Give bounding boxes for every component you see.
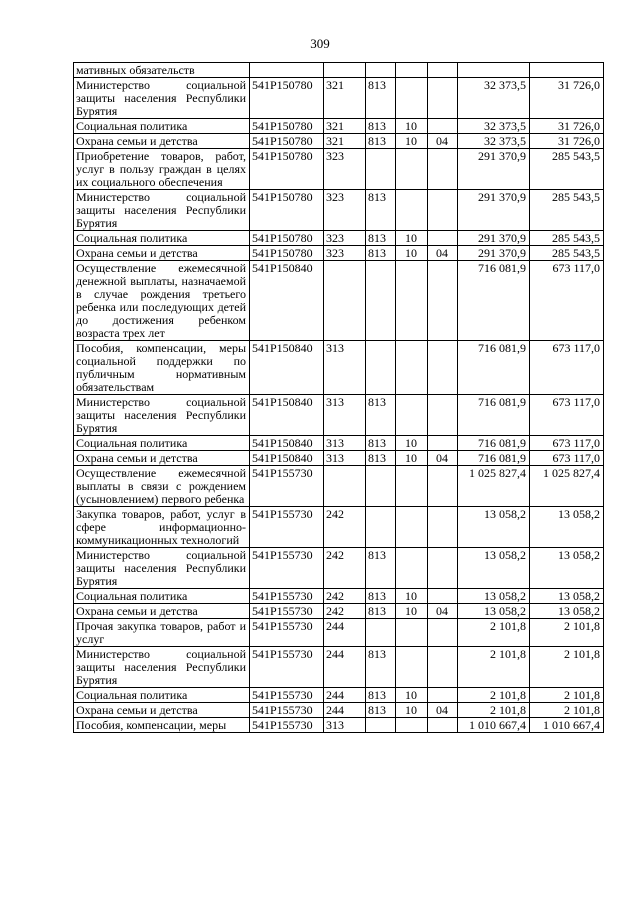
row-section <box>396 341 428 395</box>
row-ministry-code <box>366 619 396 647</box>
row-expense-type: 321 <box>324 134 366 149</box>
row-section <box>396 63 428 78</box>
row-sum-year1: 32 373,5 <box>458 134 530 149</box>
row-expense-type: 242 <box>324 507 366 548</box>
table-row <box>74 231 604 246</box>
row-ministry-code: 813 <box>366 604 396 619</box>
row-sum-year1: 2 101,8 <box>458 688 530 703</box>
row-sum-year2: 673 117,0 <box>530 395 604 436</box>
row-section <box>396 149 428 190</box>
row-ministry-code: 813 <box>366 436 396 451</box>
row-name: Министерство социальной защиты населения Республики Бурятия <box>74 78 250 119</box>
row-target-article: 541P150840 <box>250 261 324 341</box>
row-expense-type: 242 <box>324 604 366 619</box>
row-target-article: 541P155730 <box>250 466 324 507</box>
row-subsection <box>428 78 458 119</box>
budget-table <box>73 62 604 733</box>
row-section <box>396 507 428 548</box>
row-target-article: 541P150840 <box>250 451 324 466</box>
row-name: Осуществление ежемесячной денежной выплаты, назначаемой в случае рождения третьего ребенка или последующих детей до достижения ребенком возраста трех лет <box>74 261 250 341</box>
table-row <box>74 246 604 261</box>
row-sum-year1: 13 058,2 <box>458 589 530 604</box>
row-target-article: 541P150780 <box>250 78 324 119</box>
row-expense-type: 321 <box>324 78 366 119</box>
row-ministry-code <box>366 718 396 733</box>
table-row <box>74 149 604 190</box>
row-sum-year2: 285 543,5 <box>530 190 604 231</box>
row-name: мативных обязательств <box>74 63 250 78</box>
row-section: 10 <box>396 436 428 451</box>
row-section <box>396 395 428 436</box>
row-section: 10 <box>396 589 428 604</box>
row-sum-year2: 285 543,5 <box>530 246 604 261</box>
row-ministry-code <box>366 466 396 507</box>
table-row <box>74 604 604 619</box>
table-row <box>74 466 604 507</box>
row-subsection: 04 <box>428 246 458 261</box>
row-sum-year1: 291 370,9 <box>458 231 530 246</box>
table-row <box>74 451 604 466</box>
row-target-article: 541P155730 <box>250 604 324 619</box>
row-name: Закупка товаров, работ, услуг в сфере информационно-коммуникационных технологий <box>74 507 250 548</box>
row-subsection <box>428 341 458 395</box>
table-row <box>74 688 604 703</box>
row-target-article: 541P150780 <box>250 134 324 149</box>
row-subsection <box>428 231 458 246</box>
table-row <box>74 78 604 119</box>
row-name: Социальная политика <box>74 436 250 451</box>
row-section <box>396 466 428 507</box>
row-ministry-code: 813 <box>366 688 396 703</box>
row-subsection <box>428 395 458 436</box>
row-target-article: 541P150780 <box>250 246 324 261</box>
table-row <box>74 395 604 436</box>
row-expense-type: 313 <box>324 436 366 451</box>
row-expense-type: 323 <box>324 231 366 246</box>
row-sum-year1: 291 370,9 <box>458 190 530 231</box>
row-target-article: 541P150780 <box>250 119 324 134</box>
row-section <box>396 647 428 688</box>
row-subsection <box>428 718 458 733</box>
row-expense-type: 321 <box>324 119 366 134</box>
row-expense-type: 244 <box>324 619 366 647</box>
row-ministry-code: 813 <box>366 119 396 134</box>
row-subsection: 04 <box>428 703 458 718</box>
row-target-article: 541P155730 <box>250 688 324 703</box>
row-subsection <box>428 647 458 688</box>
row-name: Приобретение товаров, работ, услуг в пользу граждан в целях их социального обеспечения <box>74 149 250 190</box>
row-sum-year2: 31 726,0 <box>530 134 604 149</box>
row-ministry-code: 813 <box>366 246 396 261</box>
row-section: 10 <box>396 119 428 134</box>
row-section: 10 <box>396 451 428 466</box>
row-sum-year2: 673 117,0 <box>530 436 604 451</box>
row-name: Охрана семьи и детства <box>74 246 250 261</box>
row-expense-type <box>324 466 366 507</box>
row-sum-year2: 673 117,0 <box>530 261 604 341</box>
row-target-article: 541P155730 <box>250 507 324 548</box>
table-body <box>74 63 604 733</box>
table-row <box>74 718 604 733</box>
row-expense-type: 323 <box>324 149 366 190</box>
row-expense-type: 313 <box>324 718 366 733</box>
table-row <box>74 507 604 548</box>
row-target-article: 541P155730 <box>250 619 324 647</box>
row-sum-year1: 1 010 667,4 <box>458 718 530 733</box>
row-subsection: 04 <box>428 451 458 466</box>
row-sum-year2: 673 117,0 <box>530 341 604 395</box>
row-name: Министерство социальной защиты населения Республики Бурятия <box>74 647 250 688</box>
row-sum-year1: 2 101,8 <box>458 619 530 647</box>
row-sum-year2: 2 101,8 <box>530 619 604 647</box>
row-target-article: 541P150780 <box>250 149 324 190</box>
row-subsection <box>428 466 458 507</box>
row-name: Прочая закупка товаров, работ и услуг <box>74 619 250 647</box>
row-expense-type: 242 <box>324 548 366 589</box>
row-target-article: 541P150780 <box>250 231 324 246</box>
row-subsection: 04 <box>428 134 458 149</box>
table-row <box>74 261 604 341</box>
row-sum-year1: 2 101,8 <box>458 647 530 688</box>
row-section: 10 <box>396 703 428 718</box>
row-subsection <box>428 190 458 231</box>
row-sum-year1: 2 101,8 <box>458 703 530 718</box>
row-expense-type: 242 <box>324 589 366 604</box>
row-ministry-code <box>366 261 396 341</box>
row-expense-type: 323 <box>324 190 366 231</box>
row-ministry-code <box>366 149 396 190</box>
table-row <box>74 63 604 78</box>
row-name: Пособия, компенсации, меры <box>74 718 250 733</box>
row-sum-year2: 31 726,0 <box>530 78 604 119</box>
row-section: 10 <box>396 688 428 703</box>
row-expense-type: 244 <box>324 688 366 703</box>
row-sum-year1: 716 081,9 <box>458 395 530 436</box>
row-name: Охрана семьи и детства <box>74 451 250 466</box>
row-ministry-code: 813 <box>366 134 396 149</box>
row-target-article: 541P150780 <box>250 190 324 231</box>
row-subsection <box>428 507 458 548</box>
row-name: Министерство социальной защиты населения Республики Бурятия <box>74 548 250 589</box>
row-sum-year2: 2 101,8 <box>530 647 604 688</box>
row-sum-year1 <box>458 63 530 78</box>
row-section: 10 <box>396 231 428 246</box>
row-target-article: 541P155730 <box>250 718 324 733</box>
row-ministry-code <box>366 341 396 395</box>
row-ministry-code <box>366 507 396 548</box>
row-name: Охрана семьи и детства <box>74 604 250 619</box>
row-ministry-code: 813 <box>366 231 396 246</box>
row-sum-year2 <box>530 63 604 78</box>
row-name: Министерство социальной защиты населения Республики Бурятия <box>74 395 250 436</box>
row-subsection <box>428 119 458 134</box>
row-sum-year1: 291 370,9 <box>458 149 530 190</box>
row-ministry-code: 813 <box>366 647 396 688</box>
row-sum-year1: 1 025 827,4 <box>458 466 530 507</box>
row-sum-year1: 716 081,9 <box>458 341 530 395</box>
row-target-article: 541P150840 <box>250 395 324 436</box>
row-subsection <box>428 589 458 604</box>
row-ministry-code: 813 <box>366 548 396 589</box>
table-row <box>74 190 604 231</box>
row-section <box>396 78 428 119</box>
row-section <box>396 619 428 647</box>
row-expense-type: 313 <box>324 451 366 466</box>
row-name: Министерство социальной защиты населения Республики Бурятия <box>74 190 250 231</box>
row-name: Социальная политика <box>74 119 250 134</box>
row-section <box>396 718 428 733</box>
row-expense-type: 323 <box>324 246 366 261</box>
row-sum-year2: 13 058,2 <box>530 548 604 589</box>
row-name: Социальная политика <box>74 589 250 604</box>
row-name: Охрана семьи и детства <box>74 703 250 718</box>
row-section <box>396 261 428 341</box>
row-sum-year2: 285 543,5 <box>530 231 604 246</box>
row-subsection <box>428 261 458 341</box>
row-section <box>396 548 428 589</box>
row-subsection <box>428 63 458 78</box>
row-expense-type: 313 <box>324 395 366 436</box>
row-subsection <box>428 548 458 589</box>
table-row <box>74 436 604 451</box>
row-sum-year1: 13 058,2 <box>458 604 530 619</box>
row-ministry-code: 813 <box>366 395 396 436</box>
table-row <box>74 647 604 688</box>
row-ministry-code: 813 <box>366 589 396 604</box>
row-target-article: 541P155730 <box>250 589 324 604</box>
row-subsection <box>428 688 458 703</box>
table-row <box>74 134 604 149</box>
row-section <box>396 190 428 231</box>
row-ministry-code: 813 <box>366 703 396 718</box>
row-sum-year1: 32 373,5 <box>458 78 530 119</box>
row-sum-year2: 31 726,0 <box>530 119 604 134</box>
row-subsection <box>428 619 458 647</box>
row-sum-year2: 1 010 667,4 <box>530 718 604 733</box>
row-sum-year1: 13 058,2 <box>458 548 530 589</box>
row-ministry-code <box>366 63 396 78</box>
table-row <box>74 548 604 589</box>
row-target-article: 541P150840 <box>250 341 324 395</box>
table-row <box>74 703 604 718</box>
row-sum-year2: 2 101,8 <box>530 688 604 703</box>
row-subsection <box>428 149 458 190</box>
table-row <box>74 341 604 395</box>
row-name: Осуществление ежемесячной выплаты в связи с рождением (усыновлением) первого ребенка <box>74 466 250 507</box>
row-target-article: 541P155730 <box>250 703 324 718</box>
row-target-article: 541P155730 <box>250 548 324 589</box>
row-target-article: 541P155730 <box>250 647 324 688</box>
row-ministry-code: 813 <box>366 451 396 466</box>
page-number: 309 <box>310 36 330 51</box>
row-section: 10 <box>396 134 428 149</box>
row-sum-year1: 716 081,9 <box>458 436 530 451</box>
row-subsection: 04 <box>428 604 458 619</box>
row-sum-year2: 13 058,2 <box>530 604 604 619</box>
row-sum-year2: 13 058,2 <box>530 589 604 604</box>
row-ministry-code: 813 <box>366 190 396 231</box>
row-sum-year2: 2 101,8 <box>530 703 604 718</box>
table-row <box>74 589 604 604</box>
row-sum-year2: 1 025 827,4 <box>530 466 604 507</box>
row-sum-year1: 716 081,9 <box>458 261 530 341</box>
row-name: Пособия, компенсации, меры социальной поддержки по публичным нормативным обязательствам <box>74 341 250 395</box>
row-sum-year1: 13 058,2 <box>458 507 530 548</box>
row-expense-type <box>324 63 366 78</box>
row-sum-year2: 13 058,2 <box>530 507 604 548</box>
row-expense-type: 313 <box>324 341 366 395</box>
row-target-article <box>250 63 324 78</box>
row-section: 10 <box>396 246 428 261</box>
row-sum-year1: 716 081,9 <box>458 451 530 466</box>
row-name: Социальная политика <box>74 231 250 246</box>
row-target-article: 541P150840 <box>250 436 324 451</box>
row-subsection <box>428 436 458 451</box>
table-row <box>74 619 604 647</box>
row-ministry-code: 813 <box>366 78 396 119</box>
table-row <box>74 119 604 134</box>
row-sum-year1: 291 370,9 <box>458 246 530 261</box>
row-name: Социальная политика <box>74 688 250 703</box>
row-name: Охрана семьи и детства <box>74 134 250 149</box>
row-expense-type <box>324 261 366 341</box>
row-sum-year2: 285 543,5 <box>530 149 604 190</box>
row-section: 10 <box>396 604 428 619</box>
row-expense-type: 244 <box>324 647 366 688</box>
row-sum-year1: 32 373,5 <box>458 119 530 134</box>
row-sum-year2: 673 117,0 <box>530 451 604 466</box>
row-expense-type: 244 <box>324 703 366 718</box>
